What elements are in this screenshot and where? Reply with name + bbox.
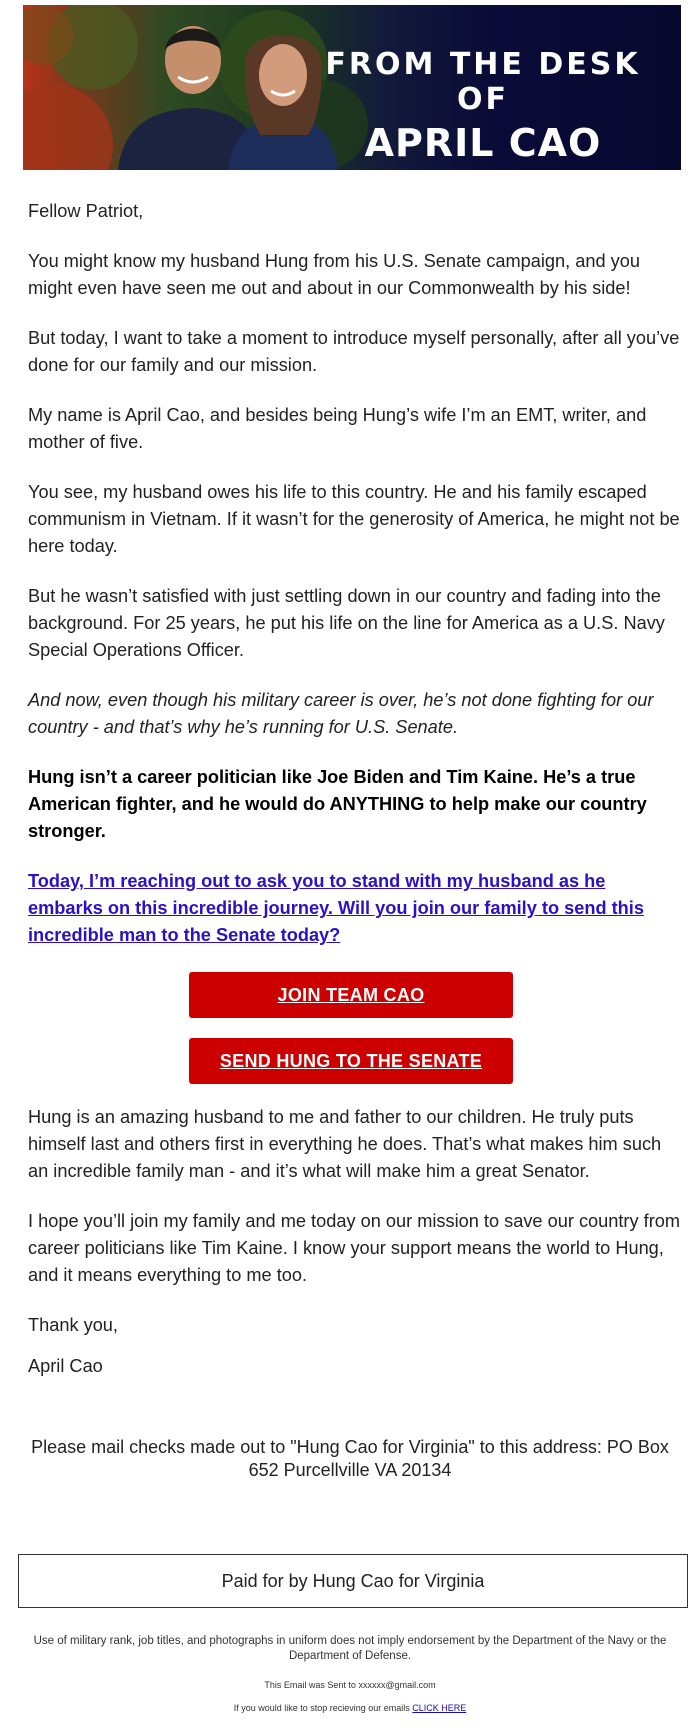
paid-for-box: Paid for by Hung Cao for Virginia — [18, 1554, 688, 1608]
sent-to-note: This Email was Sent to xxxxxx@gmail.com — [264, 1680, 436, 1690]
banner-title — [323, 47, 643, 165]
signature: April Cao — [28, 1356, 103, 1376]
ask-paragraph — [28, 868, 680, 949]
paragraph-7-bold: Hung isn’t a career politician like Joe Biden and Tim Kaine. He’s a true American fighter, and he would do ANYTHING to help make our country stronger. — [28, 767, 647, 841]
sign-off — [28, 1312, 680, 1380]
send-to-senate-button[interactable]: SEND HUNG TO THE SENATE — [189, 1038, 513, 1084]
join-team-button[interactable]: JOIN TEAM CAO — [189, 972, 513, 1018]
banner-line-from-desk: FROM THE DESK OF — [325, 47, 641, 117]
banner-line-name: APRIL CAO — [364, 121, 602, 165]
unsubscribe-line — [0, 1703, 700, 1713]
paragraph-1: You might know my husband Hung from his U.S. Senate campaign, and you might even have seen me out and about in our Commonwealth by his side! — [28, 251, 640, 298]
unsubscribe-text: If you would like to stop recieving our emails — [233, 1703, 410, 1713]
letter-body — [28, 198, 680, 1394]
closing: Thank you, — [28, 1315, 118, 1335]
paragraph-5: But he wasn’t satisfied with just settling down in our country and fading into the background. For 25 years, he put his life on the line for America as a U.S. Navy Special Operations Officer. — [28, 586, 665, 660]
paragraph-6-italic: And now, even though his military career is over, he’s not done fighting for our country - and that’s why he’s running for U.S. Senate. — [28, 690, 654, 737]
military-disclaimer: Use of military rank, job titles, and photographs in uniform does not imply endorsement by the Department of the Navy or the Department of Defense. — [33, 1635, 667, 1662]
paragraph-4: You see, my husband owes his life to this country. He and his family escaped communism in Vietnam. If it wasn’t for the generosity of America, he might not be here today. — [28, 482, 680, 556]
paragraph-8: Hung is an amazing husband to me and father to our children. He truly puts himself last and others first in everything he does. That’s what makes him such an incredible family man - and it’s what will make him a great Senator. — [28, 1107, 662, 1181]
paragraph-2: But today, I want to take a moment to introduce myself personally, after all you’ve done for our family and our mission. — [28, 328, 680, 375]
mail-checks-note: Please mail checks made out to "Hung Cao for Virginia" to this address: PO Box 652 Purcellville VA 20134 — [31, 1437, 669, 1480]
ask-link[interactable]: Today, I’m reaching out to ask you to stand with my husband as he embarks on this incredible journey. Will you join our family to send this incredible man to the Senate today? — [28, 871, 644, 945]
paragraph-9: I hope you’ll join my family and me today on our mission to save our country from career politicians like Tim Kaine. I know your support means the world to Hung, and it means everything to me too. — [28, 1211, 681, 1285]
paragraph-3: My name is April Cao, and besides being Hung’s wife I’m an EMT, writer, and mother of five. — [28, 405, 647, 452]
header-banner — [23, 5, 681, 170]
cta-buttons — [25, 972, 677, 1084]
unsubscribe-link[interactable]: CLICK HERE — [412, 1703, 467, 1713]
greeting: Fellow Patriot, — [28, 201, 144, 221]
